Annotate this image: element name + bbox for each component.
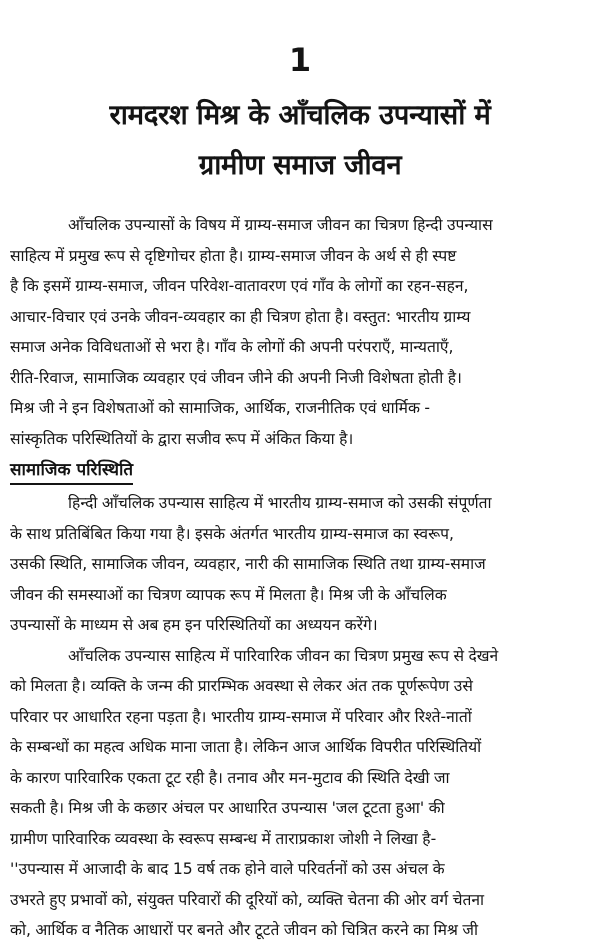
chapter-number: 1 <box>288 41 312 79</box>
text-line: रीति-रिवाज, सामाजिक व्यवहार एवं जीवन जीने की अपनी निजी विशेषता होती है। <box>10 368 462 387</box>
paragraph-family <box>10 641 590 946</box>
text-line: के साथ प्रतिबिंबित किया गया है। इसके अंतर्गत भारतीय ग्राम्य-समाज का स्वरूप, <box>10 524 454 543</box>
text-line: है कि इसमें ग्राम्य-समाज, जीवन परिवेश-वातावरण एवं गाँव के लोगों का रहन-सहन, <box>10 277 469 295</box>
text-line: को, आर्थिक व नैतिक आधारों पर बनते और टूटते जीवन को चित्रित करने का मिश्र जी <box>10 921 479 939</box>
text-line: सकती है। मिश्र जी के कछार अंचल पर आधारित उपन्यास 'जल टूटता हुआ' की <box>10 799 445 817</box>
text-line: ''उपन्यास में आजादी के बाद 15 वर्ष तक होने वाले परिवर्तनों को उस अंचल के <box>10 860 445 878</box>
text-line: ग्रामीण पारिवारिक व्यवस्था के स्वरूप सम्बन्ध में ताराप्रकाश जोशी ने लिखा है- <box>10 829 437 848</box>
text-line: आँचलिक उपन्यासों के विषय में ग्राम्य-समाज जीवन का चित्रण हिन्दी उपन्यास <box>68 216 493 234</box>
text-line: जीवन की समस्याओं का चित्रण व्यापक रूप में मिलता है। मिश्र जी के आँचलिक <box>10 585 447 604</box>
text-line: के सम्बन्धों का महत्व अधिक माना जाता है। लेकिन आज आर्थिक विपरीत परिस्थितियों <box>10 738 482 756</box>
text-line: सांस्कृतिक परिस्थितियों के द्वारा सजीव रूप में अंकित किया है। <box>10 429 354 448</box>
text-line: आँचलिक उपन्यास साहित्य में पारिवारिक जीवन का चित्रण प्रमुख रूप से देखने <box>68 646 499 665</box>
chapter-title <box>10 90 590 190</box>
text-line: उभरते हुए प्रभावों को, संयुक्त परिवारों की दूरियों को, व्यक्ति चेतना की ओर वर्ग चेतना <box>10 890 485 909</box>
text-line: उपन्यासों के माध्यम से अब हम इन परिस्थितियों का अध्ययन करेंगे। <box>10 616 378 634</box>
text-line: समाज अनेक विविधताओं से भरा है। गाँव के लोगों की अपनी परंपराएँ, मान्यताएँ, <box>10 338 454 356</box>
chapter-title-line: रामदरश मिश्र के आँचलिक उपन्यासों में <box>109 99 491 131</box>
paragraph-social <box>10 488 590 641</box>
text-line: साहित्य में प्रमुख रूप से दृष्टिगोचर होता है। ग्राम्य-समाज जीवन के अर्थ से ही स्पष्ट <box>10 246 457 265</box>
text-line: के कारण पारिवारिक एकता टूट रही है। तनाव और मन-मुटाव की स्थिति देखी जा <box>10 768 450 787</box>
paragraph-intro <box>10 210 590 454</box>
text-line: आचार-विचार एवं उनके जीवन-व्यवहार का ही चित्रण होता है। वस्तुत: भारतीय ग्राम्य <box>10 307 471 326</box>
text-line: परिवार पर आधारित रहना पड़ता है। भारतीय ग्राम्य-समाज में परिवार और रिश्ते-नातों <box>10 707 472 726</box>
text-line: उसकी स्थिति, सामाजिक जीवन, व्यवहार, नारी की सामाजिक स्थिति तथा ग्राम्य-समाज <box>10 555 486 573</box>
text-line: को मिलता है। व्यक्ति के जन्म की प्रारम्भिक अवस्था से लेकर अंत तक पूर्णरूपेण उसे <box>10 677 473 695</box>
section-heading: सामाजिक परिस्थिति <box>10 457 133 485</box>
chapter-title-line: ग्रामीण समाज जीवन <box>198 149 402 181</box>
text-line: हिन्दी आँचलिक उपन्यास साहित्य में भारतीय ग्राम्य-समाज को उसकी संपूर्णता <box>68 494 492 512</box>
text-line: मिश्र जी ने इन विशेषताओं को सामाजिक, आर्थिक, राजनीतिक एवं धार्मिक - <box>10 399 431 417</box>
